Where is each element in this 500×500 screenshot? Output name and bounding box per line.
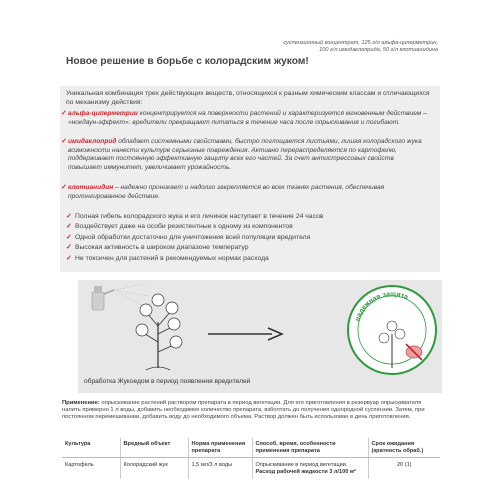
arrow-right-icon [206, 325, 286, 343]
table-cell-pest: Колорадский жук [120, 458, 188, 480]
feature-imidacloprid: ✓ имидаклоприд обладает системными свойствами, быстро поглощается листьями, лишая колорадского жука возможности нанести культуре серьезные повреждения. Активно перераспределяется по картофелю, поддерживает постоянную эффективную защиту всех его частей. За счет антистрессовых свойств повышает иммунитет, увеличивает урожайность. [61, 138, 422, 171]
benefit-item: ✓ Полная гибель колорадского жука и его личинок наступает в течение 24 часов [66, 213, 324, 220]
check-icon: ✓ [61, 184, 67, 191]
table-header: Культура [62, 438, 120, 458]
table-header: Способ, время, особенности применения препарата [252, 438, 368, 458]
application-text: Применение: опрыскивание растений раствором препарата в период вегетации. Для его приготовления в резервуар опрыскивателя налить примерно 1 л воды, добавить необходимое количество препарата, взболтать до получения однородной суспензии. Затем, при постоянном перемешивании, добавить воду до необходимого объема. Раствор должен быть использован в день приготовления. [62, 400, 425, 421]
feature-clothianidin: ✓ клотианидин – надежно проникает и надолго закрепляется во всех тканях растения, обеспечивая пролонгированное действие. [61, 184, 385, 200]
benefit-item: ✓ Высокая активность в широком диапазоне температур [66, 244, 249, 251]
check-icon: ✓ [61, 110, 67, 117]
table-header-row [62, 438, 440, 458]
table-header: Норма применения препарата [188, 438, 252, 458]
table-cell-wait: 20 (1) [368, 458, 440, 480]
illustration-caption: обработка Жукоедом в период появления вредителей [84, 378, 251, 385]
treatment-illustration [78, 280, 442, 393]
check-icon: ✓ [66, 213, 72, 220]
benefit-item: ✓ Одной обработки достаточно для уничтожения всей популяции вредителя [66, 234, 311, 241]
description-box [60, 86, 440, 272]
headline: Новое решение в борьбе с колорадским жуком! [66, 56, 309, 67]
formula-text: суспензионный концентрат, 125 г/л альфа-циперметрин, 100 г/л имидаклоприда, 50 г/л клотианидина [283, 40, 438, 53]
product-page [56, 0, 444, 500]
check-icon: ✓ [66, 234, 72, 241]
application-table [62, 438, 440, 479]
check-icon: ✓ [66, 255, 72, 262]
check-icon: ✓ [61, 138, 67, 145]
benefit-item: ✓ Воздействует даже на особи резистентные к одному из компонентов [66, 223, 293, 230]
check-icon: ✓ [66, 223, 72, 230]
table-header: Вредный объект [120, 438, 188, 458]
benefit-item: ✓ Не токсичен для растений в рекомендуемых нормах расхода [66, 255, 269, 262]
feature-alpha-cypermethrin: ✓ альфа-циперметрин концентрируется на поверхности растений и характеризуется мгновенным действием – «нокдаун-эффект»: вредители прекращают питаться в течение часа после опрыскивания и погибают. [61, 110, 427, 126]
intro-text: Уникальная комбинация трех действующих веществ, относящихся к разным химическим классам и отличающихся по механизму действия: [66, 90, 430, 106]
table-cell-crop: Картофель [62, 458, 120, 480]
table-header: Срок ожидания (кратность обраб.) [368, 438, 440, 458]
table-row [62, 458, 440, 480]
table-cell-rate: 1,5 мл/3 л воды [188, 458, 252, 480]
table-cell-method: Опрыскивание в период вегетации. Расход рабочей жидкости 3 л/100 м² [252, 458, 368, 480]
sprayer-plant-icon [86, 282, 206, 372]
check-icon: ✓ [66, 244, 72, 251]
protection-seal-icon [344, 282, 440, 378]
seal-text: надежная защита [354, 290, 410, 323]
